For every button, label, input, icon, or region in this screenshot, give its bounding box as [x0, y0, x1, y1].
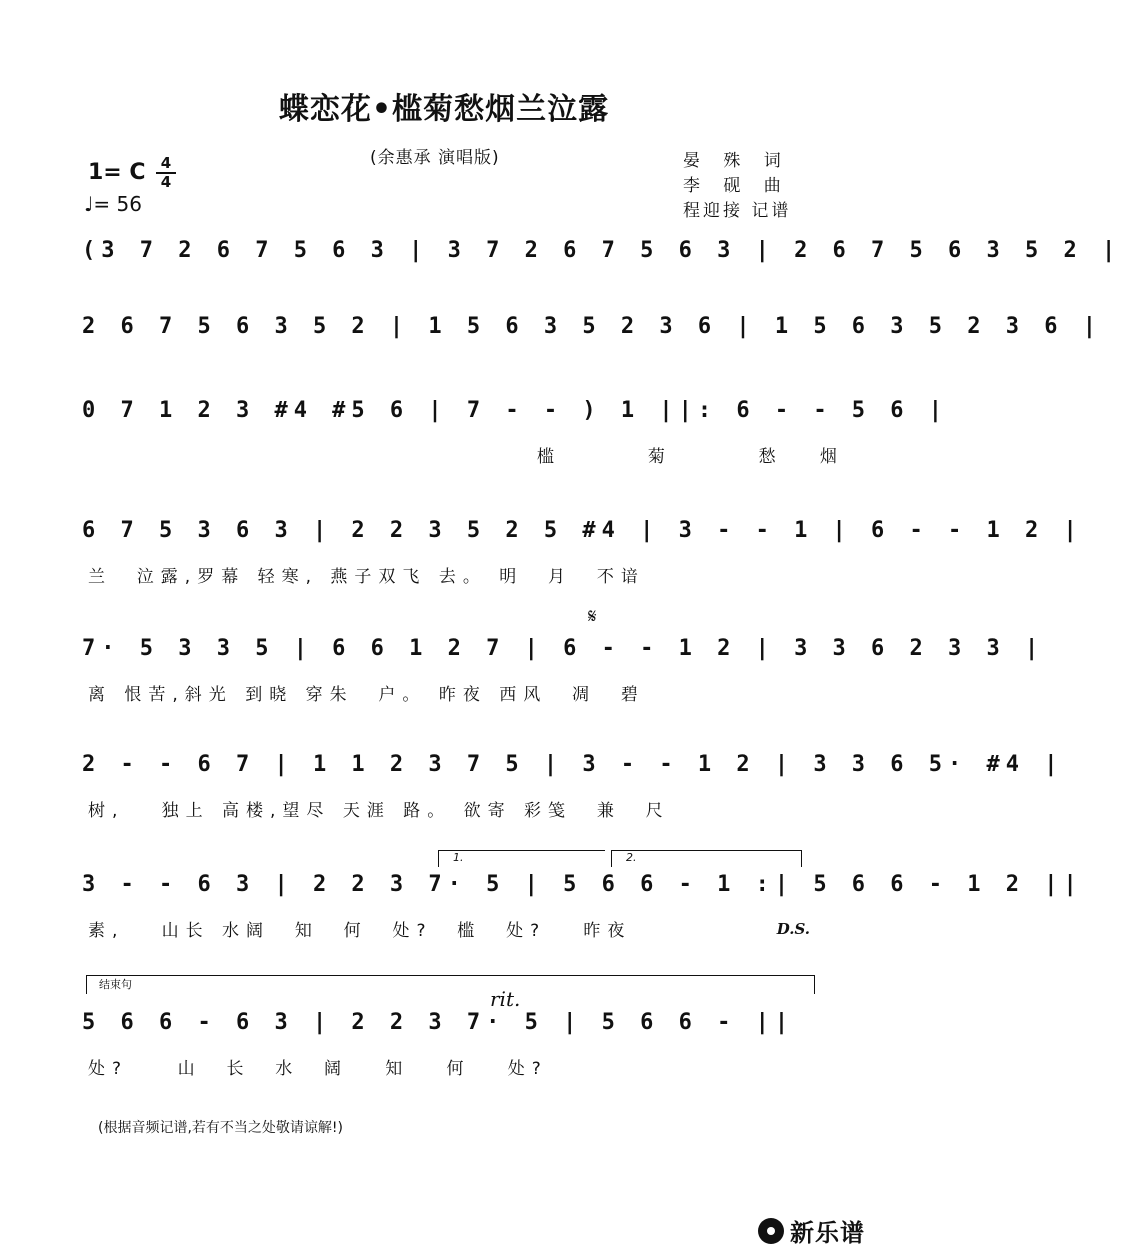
key-signature: 1= C — [88, 160, 146, 185]
notes-line: 5 6 6 - 6 3 | 2 2 3 7· 5 | 5 6 6 - || — [82, 1010, 795, 1035]
score-line-6 — [82, 752, 1064, 838]
notes-line: 6 7 5 3 6 3 | 2 2 3 5 2 5 #4 | 3 - - 1 | 6 - - 1 2 | — [82, 518, 1083, 543]
score-line-3 — [82, 398, 949, 484]
score-line-7 — [82, 872, 1083, 958]
volta-first-ending: 1. — [438, 850, 605, 867]
score-line-4 — [82, 518, 1083, 604]
record-disc-icon — [758, 1218, 784, 1244]
volta-second-ending: 2. — [611, 850, 802, 867]
ending-phrase-bracket: 结束句 — [86, 975, 815, 994]
notes-line: 0 7 1 2 3 #4 #5 6 | 7 - - ) 1 ||: 6 - - 5 6 | — [82, 398, 949, 423]
notes-line: 2 6 7 5 6 3 5 2 | 1 5 6 3 5 2 3 6 | 1 5 6 3 5 2 3 6 | — [82, 314, 1102, 339]
transcriber-credit: 程迎接 记谱 — [683, 201, 792, 221]
score-line-8 — [82, 1010, 810, 1096]
lyrics-line: 处? 山 长 水 阔 知 何 处? — [88, 1059, 548, 1079]
notes-line: 3 - - 6 3 | 2 2 3 7· 5 | 5 6 6 - 1 :| 5 6 6 - 1 2 || — [82, 872, 1083, 897]
dal-segno-mark: D.S. — [776, 920, 810, 938]
meter-bottom: 4 — [160, 173, 172, 191]
subtitle: (余惠承 演唱版) — [370, 148, 500, 168]
site-logo — [758, 1213, 865, 1248]
lyricist-credit: 晏 殊 词 — [683, 151, 790, 171]
lyrics-line: 槛 菊 愁 烟 — [537, 447, 844, 467]
transcription-note: (根据音频记谱,若有不当之处敬请谅解!) — [98, 1120, 343, 1136]
lyrics-line: 素, 山长 水阔 知 何 处? 槛 处? 昨夜 — [88, 921, 632, 941]
lyrics-line: 离 恨苦,斜光 到晓 穿朱 户。 昨夜 西风 凋 碧 — [88, 685, 645, 705]
segno-sign: 𝄋 — [588, 604, 597, 628]
lyrics-line: 树, 独上 高楼,望尽 天涯 路。 欲寄 彩笺 兼 尺 — [88, 801, 670, 821]
ritardando-mark: rit. — [490, 987, 521, 1011]
notes-line: 2 - - 6 7 | 1 1 2 3 7 5 | 3 - - 1 2 | 3 3 6 5· #4 | — [82, 752, 1064, 777]
notes-line: (3 7 2 6 7 5 6 3 | 3 7 2 6 7 5 6 3 | 2 6 7 5 6 3 5 2 | — [82, 238, 1121, 263]
time-signature — [156, 156, 176, 190]
tempo-marking: ♩= 56 — [84, 192, 142, 216]
lyrics-line: 兰 泣露,罗幕 轻寒, 燕子双飞 去。 明 月 不谙 — [88, 567, 645, 587]
logo-text: 新乐谱 — [790, 1219, 865, 1247]
page-title: 蝶恋花•槛菊愁烟兰泣露 — [278, 92, 610, 127]
composer-credit: 李 砚 曲 — [683, 176, 790, 196]
notes-line: 7· 5 3 3 5 | 6 6 1 2 7 | 6 - - 1 2 | 3 3 6 2 3 3 | — [82, 636, 1045, 661]
meter-top: 4 — [160, 154, 172, 172]
score-line-5 — [82, 636, 1045, 722]
score-line-1 — [82, 238, 1121, 324]
score-line-2 — [82, 314, 1102, 400]
